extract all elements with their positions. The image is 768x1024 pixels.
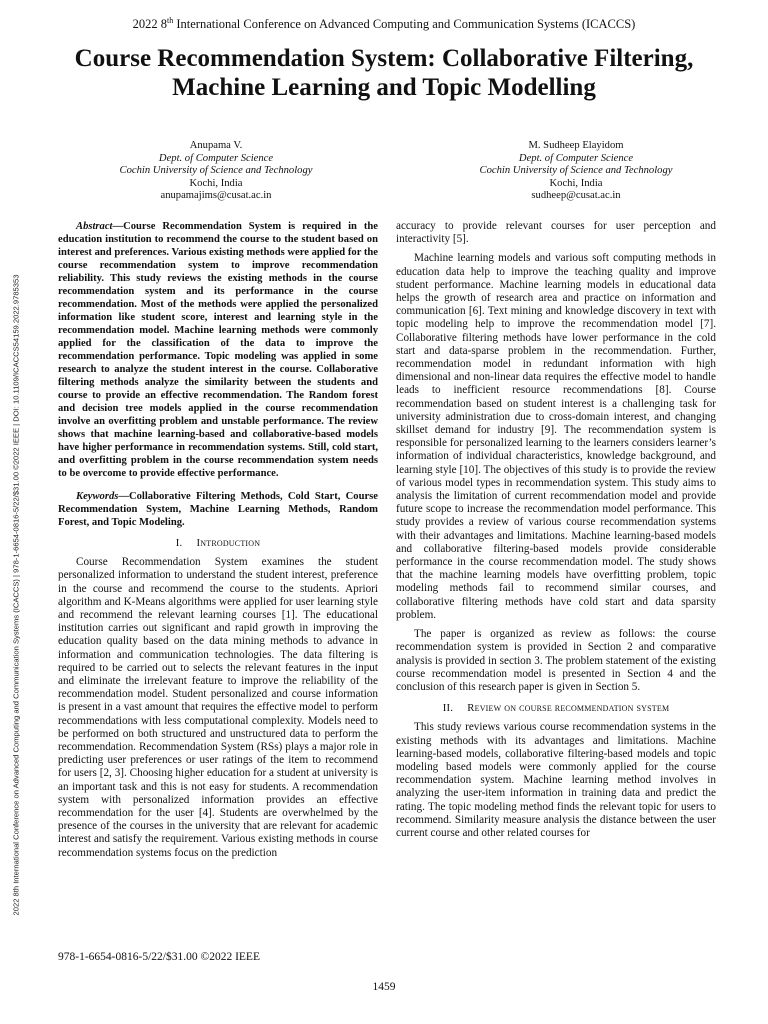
author-dept: Dept. of Computer Science	[518, 152, 634, 164]
author-city: Kochi, India	[549, 177, 603, 189]
intro-paragraph: Course Recommendation System examines the student personalized information to understand the student interest, preference in the course and recommend the course to the students. Apriori algorithm and K-Means algorithms were applied for user learning style and recommend the relevant learning courses [1]. The educational institution carries out significant and rapid growth in improving the education quality based on the data mining methods to advance in information and communication technologies. The data filtering is required to be carried out to selects the relevant features in the input and eliminate the irrelevant feature to improve the reliability of the recommendation model. Student personalized and course information is present in a vast amount that requires the effective model to perform recommendations with less computational complexity. Models need to be performed on both structured and unstructured data to perform the recommendation. Recommendation System (RSs) plays a major role in predicting user preferences or user ratings of the item to recommend for users [2, 3]. Choosing higher education for a student at university is an important task and this is not easy for students. A recommendation system with personalized information provides an effective recommendation for the user [4]. Students are overwhelmed by the presence of the courses in the university that are relevant for academic interest and satisfy the requirement. Various existing methods in course recommendation systems focus on the prediction	[58, 556, 378, 859]
right-column	[396, 220, 716, 846]
doi-sidebar-text: 2022 8th International Conference on Advanced Computing and Communication Systems (ICACCS) | 978-1-6654-0816-5/22/$31.00 ©2022 IEEE | DOI: 10.1109/ICACCS54159.2022.9785353	[11, 274, 21, 916]
section-number: II.	[442, 702, 454, 715]
author-block-2	[426, 140, 726, 203]
paper-title: Course Recommendation System: Collaborative Filtering, Machine Learning and Topic Modelling	[74, 45, 694, 101]
author-dept: Dept. of Computer Science	[158, 152, 274, 164]
section-heading-review	[396, 702, 716, 715]
author-university: Cochin University of Science and Technology	[479, 165, 673, 177]
left-column	[58, 220, 378, 866]
author-city: Kochi, India	[189, 177, 243, 189]
author-university: Cochin University of Science and Technology	[119, 165, 313, 177]
intro-continuation: accuracy to provide relevant courses for user perception and interactivity [5].	[396, 220, 716, 246]
intro-paragraph-2: Machine learning models and various soft computing methods in education data help to improve the teaching quality and improve student performance. Machine learning models in educational data helps the growth of research area and practice on information and communication [6]. Text mining and knowledge discovery in text with topic modeling help to improve the recommendation model [7]. Collaborative filtering methods have lower performance in the cold start and data-sparse problem in the recommendation. Further, recommendation model in redundant information with high dimensional and non-linear data requires the effective model to handle leads to inefficient resource recommendations [8]. Course recommendation based on student interest is a challenging task for university administration due to cross-domain interest, and changing skillset demand for industry [9]. The recommendation system is responsible for personalized learning to the learners considers learner’s information of individual characteristics, knowledge background, and learning style [10]. The objectives of this study is to provide the review of various model types in recommendation system. This study aims to analysis the limitation of current recommendation model and provide future scope to increase the recommendation model performance. This study provides a review of various course recommendation systems with their advantages and limitations. Machine learning-based models and collaborative filtering-based models provide considerable performance in the course recommendation model. The study shows that the machine learning models have overfitting problem, topic modeling methods fail to recommend similar courses, and collaborative filtering methods have cold start and data sparsity problem.	[396, 252, 716, 621]
keywords	[58, 490, 378, 529]
section-heading-introduction	[58, 537, 378, 550]
conference-header: 2022 8th International Conference on Advanced Computing and Communication Systems (ICACCS)	[132, 16, 636, 32]
section-number: I.	[175, 537, 183, 549]
isbn-footer: 978-1-6654-0816-5/22/$31.00 ©2022 IEEE	[58, 951, 260, 963]
page-number: 1459	[372, 981, 396, 993]
keywords-body: —Collaborative Filtering Methods, Cold Start, Course Recommendation System, Machine Learning Methods, Random Forest, and Topic Modeling.	[58, 491, 378, 528]
doi-sidebar	[2, 210, 30, 980]
author-name: M. Sudheep Elayidom	[528, 140, 624, 151]
abstract-body: —Course Recommendation System is required in the education institution to recommend the course to the student based on interest and preferences. Various existing methods were applied for the course recommendation system to improve recommendation reliability. This study reviews the existing methods in the course recommendation system and its performance in the course recommendation. Most of the methods were applied the personalized information like student score, interest and learning style in the recommendation model. Machine learning methods were commonly applied for the classification of the data to improve the recommendation performance. Topic modeling was applied in some research to analyze the student interest in the course. Collaborative filtering methods analyze the similarity between the students and course to provide an effective recommendation. The Random forest and decision tree models applied in the course recommendation involve an overfitting problem and unstable performance. The review shows that machine learning-based and collaborative-based models have higher performance in recommendation systems. Still, cold start, and overfitting problem in the course recommendation system needs to be overcome to provide effective performance.	[58, 221, 378, 479]
abstract-lead: Abstract	[76, 221, 113, 232]
author-email: anupamajims@cusat.ac.in	[160, 190, 272, 202]
intro-paragraph-3: The paper is organized as review as follows: the course recommendation system is provided in Section 2 and comparative analysis is provided in section 3. The problem statement of the existing course recommendation model is presented in Section 4 and the conclusion of this research paper is given in Section 5.	[396, 628, 716, 693]
section-title: Review on course recommendation system	[467, 702, 670, 715]
section-title: Introduction	[196, 537, 261, 549]
keywords-lead: Keywords	[76, 491, 119, 502]
author-name: Anupama V.	[189, 140, 243, 151]
abstract	[58, 220, 378, 480]
author-email: sudheep@cusat.ac.in	[531, 190, 621, 202]
author-block-1	[66, 140, 366, 203]
review-paragraph: This study reviews various course recommendation systems in the existing methods with its advantages and limitations. Machine learning-based models, collaborative filtering-based models and topic modeling based models were commonly applied for the course recommendation system. Machine learning method involves in analyzing the user-item information in training data and predict the rating. The topic modeling method finds the relevant topic for users to recommend. Similarity measure analysis the distance between the user current course and other related courses for	[396, 721, 716, 839]
